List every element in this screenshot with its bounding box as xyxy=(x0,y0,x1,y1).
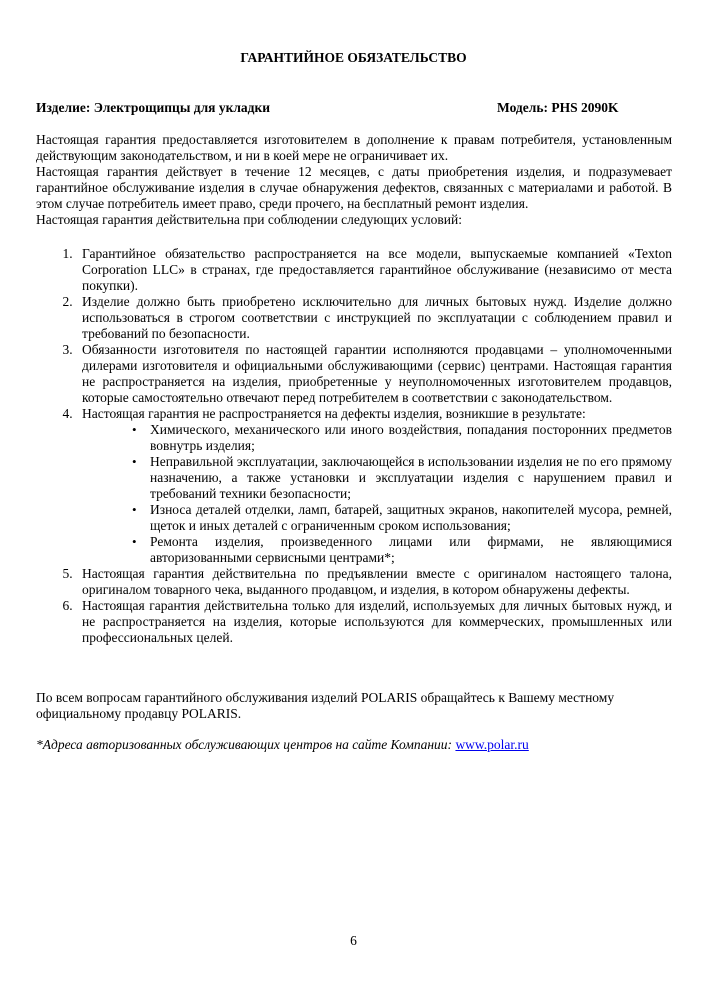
exclusion-text: Ремонта изделия, произведенного лицами или фирмами, не являющимися авторизованными сервисными центрами*; xyxy=(150,534,672,565)
condition-item: 1. Гарантийное обязательство распространяется на все модели, выпускаемые компанией «Texton Corporation LLC» в странах, где предоставляется гарантийное обслуживание (независимо от места покупки). xyxy=(76,246,672,294)
condition-item-intro: Настоящая гарантия не распространяется на дефекты изделия, возникшие в результате: xyxy=(82,406,586,421)
conditions-list xyxy=(36,246,672,646)
intro-section xyxy=(36,132,672,228)
exclusion-item xyxy=(132,454,672,502)
website-link[interactable]: www.polar.ru xyxy=(455,737,529,752)
condition-item xyxy=(76,406,672,566)
footnote-text: *Адреса авторизованных обслуживающих центров на сайте Компании: xyxy=(36,737,456,752)
intro-paragraph: Настоящая гарантия действительна при соблюдении следующих условий: xyxy=(36,212,462,227)
document-title: ГАРАНТИЙНОЕ ОБЯЗАТЕЛЬСТВО xyxy=(240,50,467,65)
product-label: Изделие: Электрощипцы для укладки xyxy=(36,100,271,115)
intro-paragraph: Настоящая гарантия предоставляется изготовителем в дополнение к правам потребителя, установленным действующим законодательством, и ни в коей мере не ограничивает их. xyxy=(36,132,672,163)
exclusions-list xyxy=(82,422,672,566)
condition-item: 2. Изделие должно быть приобретено исключительно для личных бытовых нужд. Изделие должно использоваться в строгом соответствии с инструкцией по эксплуатации с соблюдением правил и требований по безопасности. xyxy=(76,294,672,342)
bullet-icon: • xyxy=(132,454,137,469)
condition-item: 6. Настоящая гарантия действительна только для изделий, используемых для личных бытовых нужд, и не распространяется на изделия, которые используются для коммерческих, промышленных или профессиональных целей. xyxy=(76,598,672,646)
condition-item: 5. Настоящая гарантия действительна по предъявлении вместе с оригиналом настоящего талона, оригиналом товарного чека, выданного продавцом, и изделия, в котором обнаружены дефекты. xyxy=(76,566,672,598)
footnote xyxy=(36,737,672,753)
bullet-icon: • xyxy=(132,534,137,549)
contact-section xyxy=(36,690,672,722)
contact-line: официальному продавцу POLARIS. xyxy=(36,706,242,721)
intro-paragraph: Настоящая гарантия действует в течение 12 месяцев, с даты приобретения изделия, и подразумевает гарантийное обслуживание изделия в случае обнаружения дефектов, связанных с материалами и работой. В этом случае потребитель имеет право, среди прочего, на бесплатный ремонт изделия. xyxy=(36,164,672,211)
page-number: 6 xyxy=(350,933,357,948)
product-line xyxy=(36,100,672,116)
exclusion-item xyxy=(132,422,672,454)
model-label: Модель: PHS 2090K xyxy=(497,100,619,115)
bullet-icon: • xyxy=(132,502,137,517)
condition-item: 3. Обязанности изготовителя по настоящей гарантии исполняются продавцами – уполномоченными дилерами изготовителя и официальными обслуживающими (сервис) центрами. Настоящая гарантия не распространяется на изделия, приобретенные у неуполномоченных изготовителем продавцов, которые самостоятельно отвечают перед потребителем в соответствии с законодательством. xyxy=(76,342,672,406)
exclusion-item xyxy=(132,502,672,534)
exclusion-text: Неправильной эксплуатации, заключающейся в использовании изделия не по его прямому назначению, а также установки и эксплуатации изделия с нарушением правил и требований техники безопасности; xyxy=(150,454,672,501)
exclusion-text: Химического, механического или иного воздействия, попадания посторонних предметов вовнутрь изделия; xyxy=(150,422,672,453)
exclusion-text: Износа деталей отделки, ламп, батарей, защитных экранов, накопителей мусора, ремней, щеток и иных деталей с ограниченным сроком использования; xyxy=(150,502,672,533)
exclusion-item xyxy=(132,534,672,566)
bullet-icon: • xyxy=(132,422,137,437)
contact-line: По всем вопросам гарантийного обслуживания изделий POLARIS обращайтесь к Вашему местному xyxy=(36,690,615,705)
